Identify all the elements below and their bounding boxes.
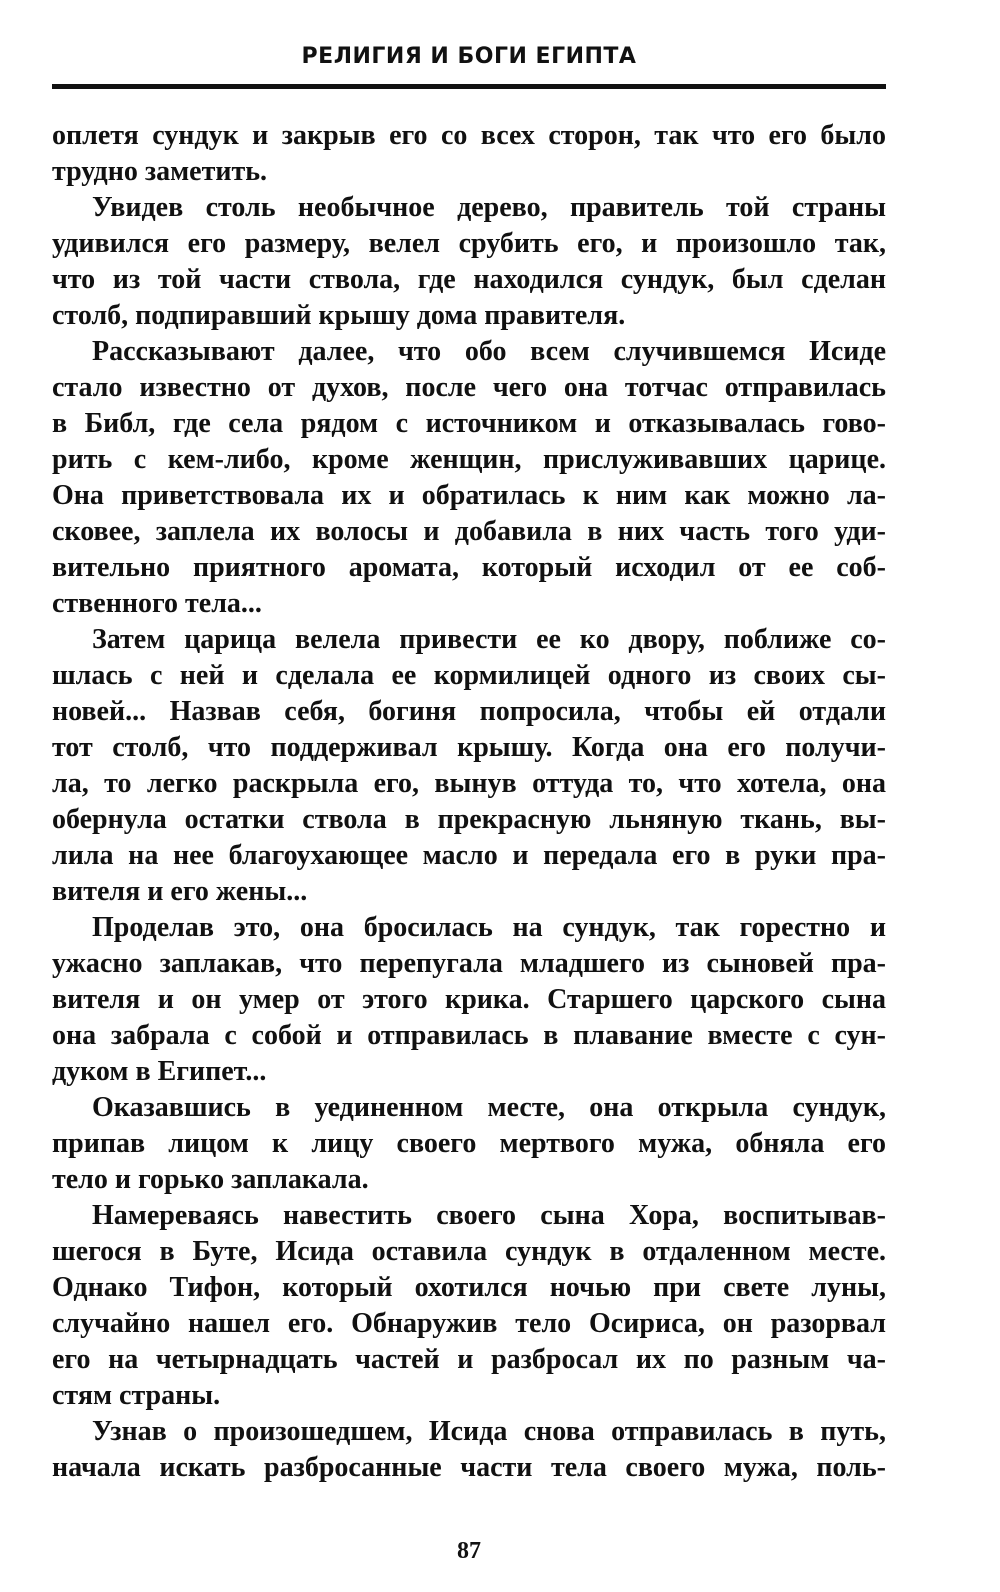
text-line: стям страны. [52,1380,221,1411]
text-line: вительно приятного аромата, который исходил от ее соб- [52,552,886,583]
text-line: Оказавшись в уединенном месте, она открыла сундук, [92,1092,886,1123]
text-line: рить с кем-либо, кроме женщин, прислуживавших царице. [52,444,886,475]
text-line: ственного тела... [52,588,262,619]
text-line: вителя и он умер от этого крика. Старшего царского сына [52,984,886,1015]
page-number: 87 [457,1538,481,1564]
text-line: его на четырнадцать частей и разбросал их по разным ча- [52,1344,886,1375]
running-head: РЕЛИГИЯ И БОГИ ЕГИПТА [301,44,637,69]
text-line: лила на нее благоухающее масло и передала его в руки пра- [52,840,886,871]
text-line: шлась с ней и сделала ее кормилицей одного из своих сы- [52,660,886,691]
text-line: ужасно заплакав, что перепугала младшего из сыновей пра- [52,948,886,979]
text-line: она забрала с собой и отправилась в плавание вместе с сун- [52,1020,886,1051]
text-line: в Библ, где села рядом с источником и отказывалась гово- [52,408,886,439]
text-line: вителя и его жены... [52,876,308,907]
text-line: обернула остатки ствола в прекрасную льняную ткань, вы- [52,804,886,835]
text-line: тело и горько заплакала. [52,1164,369,1195]
text-line: стало известно от духов, после чего она тотчас отправилась [52,372,886,403]
text-line: случайно нашел его. Обнаружив тело Осириса, он разорвал [52,1308,886,1339]
text-line: оплетя сундук и закрыв его со всех сторон, так что его было [52,120,886,151]
body-text [52,118,886,1486]
text-line: новей... Назвав себя, богиня попросила, чтобы ей отдали [52,696,886,727]
text-line: дуком в Египет... [52,1056,267,1087]
text-line: Она приветствовала их и обратилась к ним как можно ла- [52,480,886,511]
text-line: Однако Тифон, который охотился ночью при свете луны, [52,1272,886,1303]
text-line: Затем царица велела привести ее ко двору, поближе со- [92,624,886,655]
text-line: столб, подпиравший крышу дома правителя. [52,300,626,331]
text-line: что из той части ствола, где находился сундук, был сделан [52,264,886,295]
text-line: Рассказывают далее, что обо всем случившемся Исиде [92,336,886,367]
text-line: начала искать разбросанные части тела своего мужа, поль- [52,1452,886,1483]
text-line: ла, то легко раскрыла его, вынув оттуда то, что хотела, она [52,768,886,799]
text-line: Узнав о произошедшем, Исида снова отправилась в путь, [92,1416,886,1447]
text-line: Намереваясь навестить своего сына Хора, воспитывав- [92,1200,886,1231]
header-rule [52,84,886,89]
text-line: Проделав это, она бросилась на сундук, так горестно и [92,912,886,943]
text-line: сковее, заплела их волосы и добавила в них часть того уди- [52,516,886,547]
text-line: удивился его размеру, велел срубить его, и произошло так, [52,228,886,259]
text-line: шегося в Буте, Исида оставила сундук в отдаленном месте. [52,1236,886,1267]
text-line: Увидев столь необычное дерево, правитель той страны [92,192,886,223]
text-line: припав лицом к лицу своего мертвого мужа, обняла его [52,1128,886,1159]
text-line: тот столб, что поддерживал крышу. Когда она его получи- [52,732,886,763]
text-line: трудно заметить. [52,156,268,187]
